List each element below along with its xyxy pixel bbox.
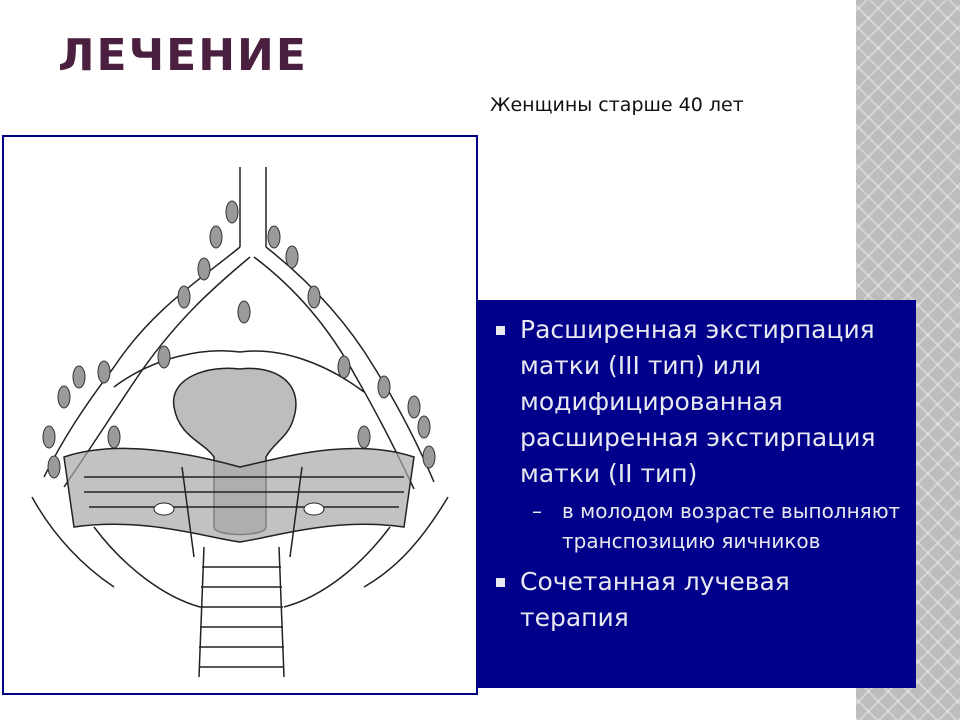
bullet-item — [488, 312, 902, 556]
anatomical-illustration — [2, 135, 478, 695]
sub-bullet-item — [520, 496, 902, 556]
bullet-text: Сочетанная лучевая терапия — [520, 567, 790, 632]
bullet-item — [488, 564, 902, 636]
dash-marker: – — [532, 499, 542, 523]
bullet-list — [488, 312, 902, 636]
slide-subtitle: Женщины старше 40 лет — [490, 94, 744, 116]
bullet-square-icon — [496, 326, 505, 335]
bullet-text: Расширенная экстирпация матки (III тип) или модифицированная расширенная экстирпация матки (II тип) — [520, 315, 876, 488]
pelvic-surgery-illustration-icon — [4, 137, 476, 693]
sub-bullet-list — [520, 496, 902, 556]
bullet-square-icon — [496, 578, 505, 587]
treatment-content-box — [478, 300, 916, 688]
sub-bullet-text: в молодом возрасте выполняют транспозицию яичников — [562, 499, 901, 553]
slide-title: ЛЕЧЕНИЕ — [58, 30, 308, 81]
